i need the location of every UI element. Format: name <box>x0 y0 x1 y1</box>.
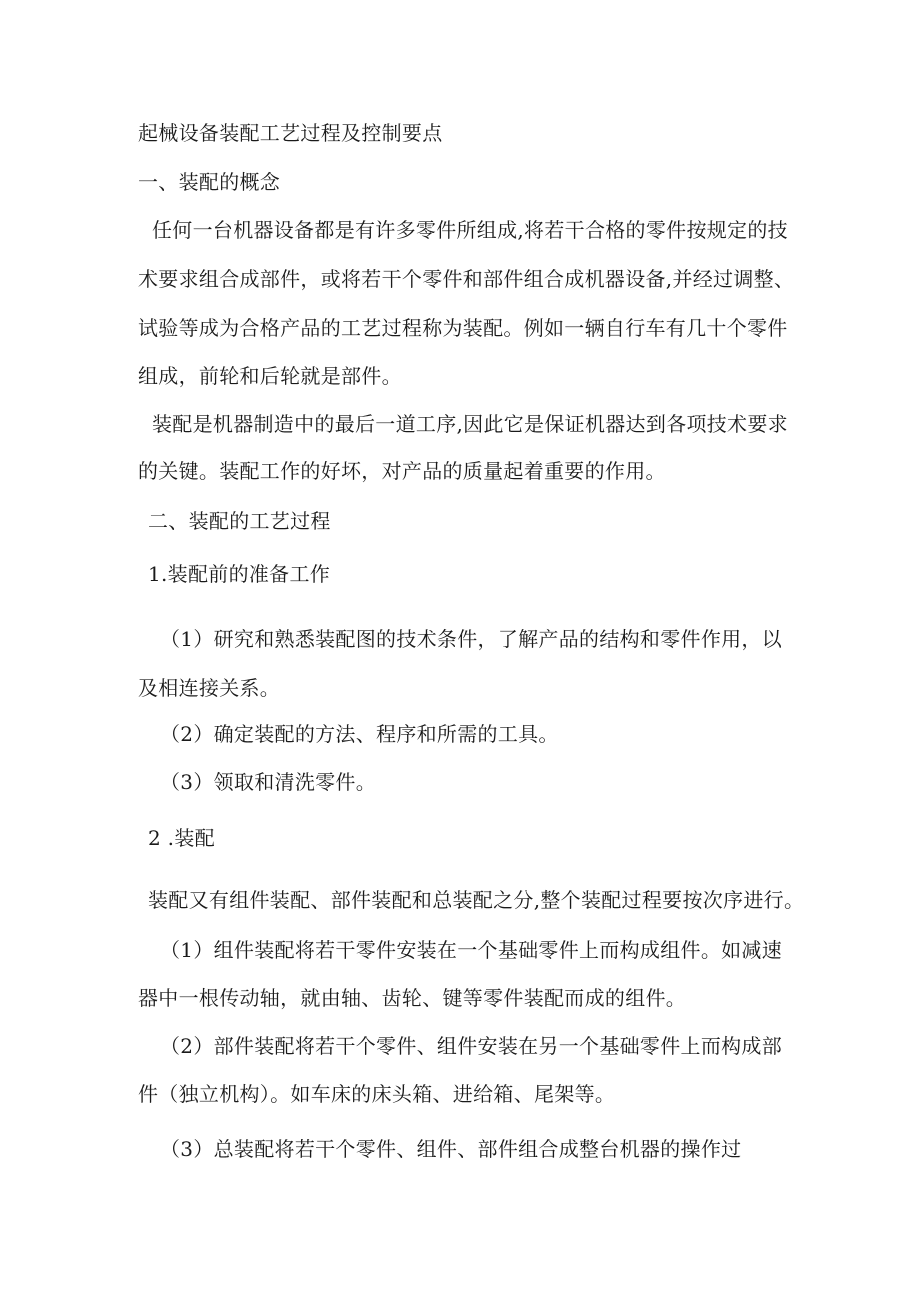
list-item: （3）领取和清洗零件。 <box>160 770 377 794</box>
paragraph-line: 试验等成为合格产品的工艺过程称为装配。例如一辆自行车有几十个零件 <box>138 316 788 340</box>
paragraph-line: 及相连接关系。 <box>138 676 281 700</box>
document-title: 起械设备装配工艺过程及控制要点 <box>138 121 443 145</box>
paragraph-line: 器中一根传动轴，就由轴、齿轮、键等零件装配而成的组件。 <box>138 986 687 1010</box>
subsection-heading: 2 .装配 <box>148 826 215 850</box>
paragraph-line: 术要求组合成部件，或将若干个零件和部件组合成机器设备,并经过调整、 <box>138 267 795 291</box>
list-item: （2）部件装配将若干个零件、组件安装在另一个基础零件上而构成部 <box>160 1034 783 1058</box>
subsection-heading: 1.装配前的准备工作 <box>148 562 331 586</box>
list-item: （2）确定装配的方法、程序和所需的工具。 <box>160 722 559 746</box>
section-heading: 二、装配的工艺过程 <box>148 509 331 533</box>
list-item: （1）组件装配将若干零件安装在一个基础零件上而构成组件。如减速 <box>160 938 783 962</box>
list-item: （3）总装配将若干个零件、组件、部件组合成整台机器的操作过 <box>160 1137 742 1161</box>
paragraph-line: 组成，前轮和后轮就是部件。 <box>138 364 402 388</box>
section-heading: 一、装配的概念 <box>138 170 281 194</box>
list-item: （1）研究和熟悉装配图的技术条件，了解产品的结构和零件作用，以 <box>160 627 783 651</box>
paragraph-line: 件（独立机构）。如车床的床头箱、进给箱、尾架等。 <box>138 1082 616 1106</box>
paragraph-line: 装配是机器制造中的最后一道工序,因此它是保证机器达到各项技术要求 <box>152 412 788 436</box>
paragraph-line: 的关键。装配工作的好坏，对产品的质量起着重要的作用。 <box>138 459 666 483</box>
paragraph-line: 装配又有组件装配、部件装配和总装配之分,整个装配过程要按次序进行。 <box>148 888 805 912</box>
paragraph-line: 任何一台机器设备都是有许多零件所组成,将若干合格的零件按规定的技 <box>152 218 788 242</box>
